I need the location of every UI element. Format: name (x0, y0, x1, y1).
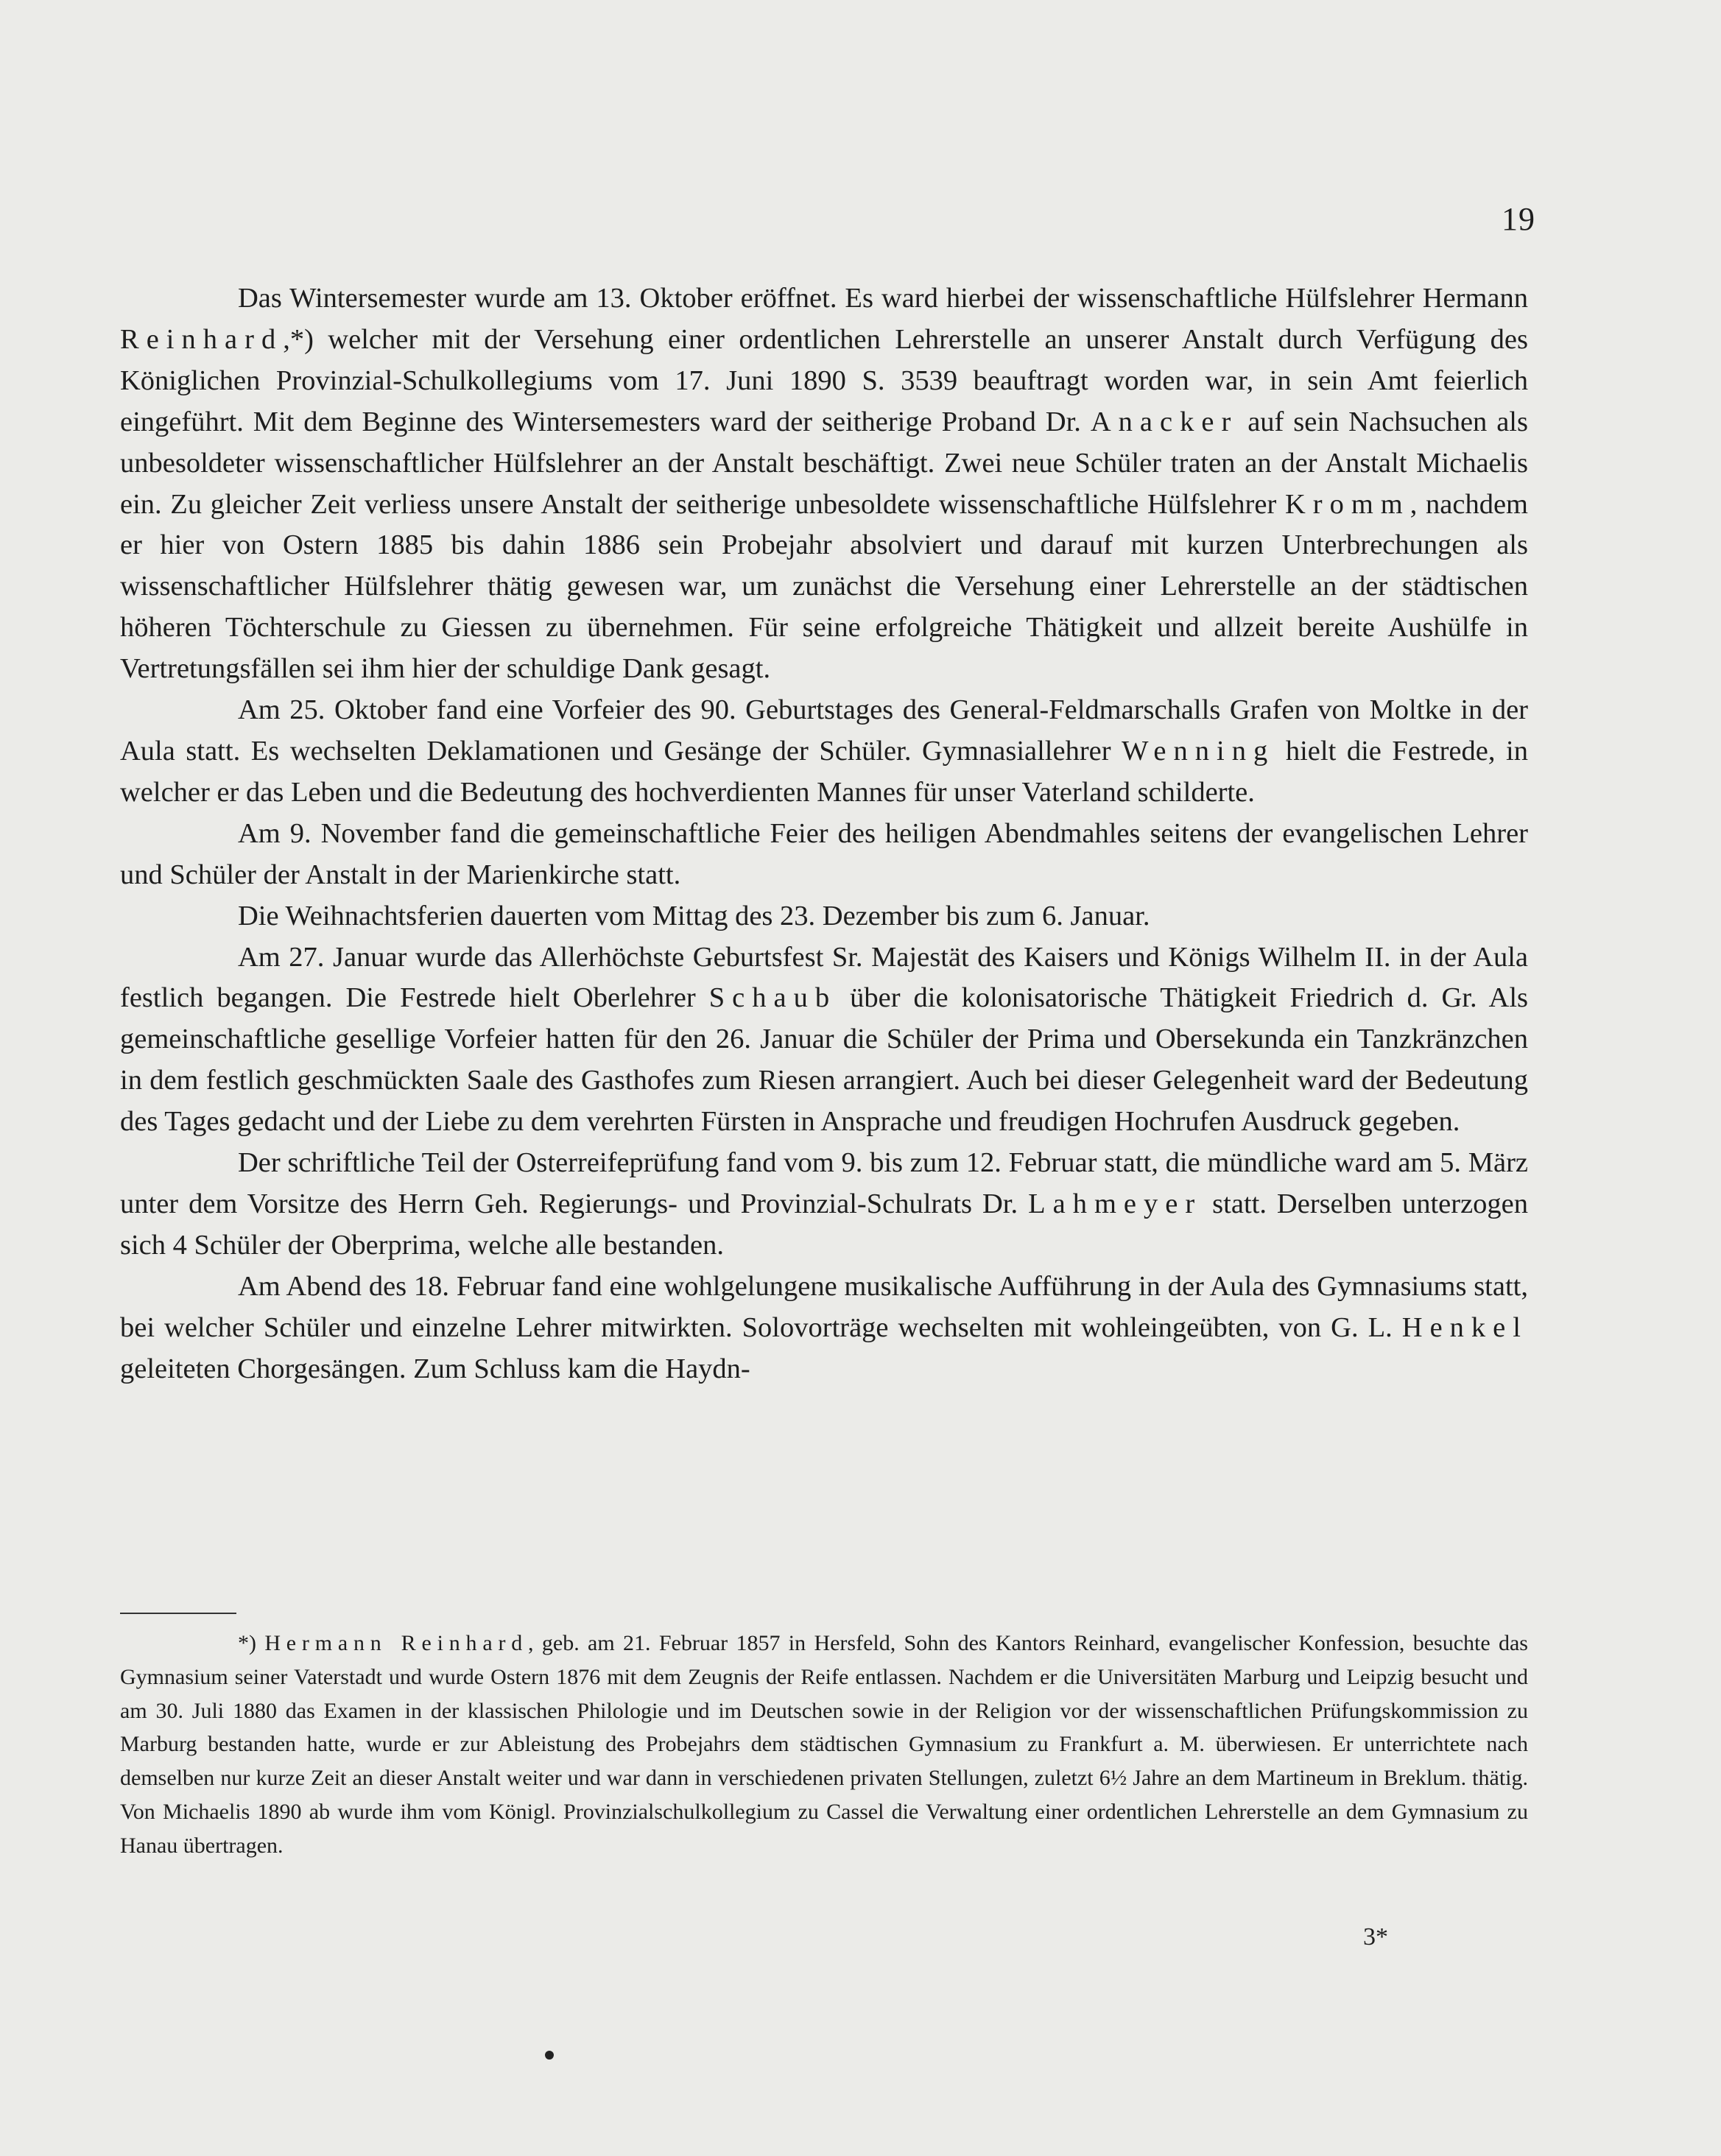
paragraph-text: Am Abend des 18. Februar fand eine wohlgelungene musikalische Aufführung in der Aula des Gymnasiums statt, bei welcher Schüler und einzelne Lehrer mitwirkten. Solovorträge wechselten mit wohleingeübten, von G. L. (120, 1270, 1528, 1343)
paragraph-text: auf sein Nachsuchen als unbesoldeter wissenschaftlicher Hülfslehrer an der Anstalt beschäftigt. Zwei neue Schüler traten an der Anstalt Michaelis ein. Zu gleicher Zeit verliess unsere Anstalt der seitherige unbesoldete wissenschaftliche Hülfslehrer (120, 406, 1528, 520)
footnote-text: *) (238, 1631, 265, 1655)
footnote-text: , geb. am 21. Februar 1857 in Hersfeld, Sohn des Kantors Reinhard, evangelischer Konfession, besuchte das Gymnasium seiner Vaterstadt und wurde Ostern 1876 mit dem Zeugnis der Reife entlassen. Nachdem er die Universitäten Marburg und Leipzig besucht und am 30. Juli 1880 das Examen in der klassischen Philologie und im Deutschen sowie in der Religion vor der wissenschaftlichen Prüfungskommission zu Marburg bestanden hatte, wurde er zur Ableistung des Probejahrs dem städtischen Gymnasium zu Frankfurt a. M. überwiesen. Er unterrichtete nach demselben nur kurze Zeit an dieser Anstalt weiter und war dann in verschiedenen privaten Stellungen, zuletzt 6½ Jahre an dem Martineum in Breklum. thätig. Von Michaelis 1890 ab wurde ihm vom Königl. Provinzialschulkollegium zu Cassel die Verwaltung einer ordentlichen Lehrerstelle an dem Gymnasium zu Hanau übertragen. (120, 1631, 1528, 1858)
footnote-divider (120, 1613, 236, 1614)
spaced-name: Wenning (1122, 735, 1275, 767)
paragraph-text: ,*) welcher mit der Versehung einer ordentlichen Lehrerstelle an unserer Anstalt durch Verfügung des Königlichen Provinzial-Schulkollegiums vom 17. Juni 1890 S. 3539 beauftragt worden war, in sein Amt feierlich eingeführt. Mit dem Beginne des Wintersemesters ward der seitherige Proband Dr. (120, 323, 1528, 437)
paragraph (120, 1267, 1528, 1390)
paragraph-text: Der schriftliche Teil der Osterreifeprüfung fand vom 9. bis zum 12. Februar statt, die mündliche ward am 5. März unter dem Vorsitze des Herrn Geh. Regierungs- und Provinzial-Schulrats Dr. (120, 1147, 1528, 1219)
signature-mark: 3* (1363, 1923, 1388, 1951)
paragraph (120, 937, 1528, 1144)
body-text (120, 278, 1528, 1389)
paragraph (120, 814, 1528, 896)
footnote (120, 1627, 1528, 1863)
paragraph (120, 278, 1528, 690)
paragraph-text: geleiteten Chorgesängen. Zum Schluss kam die Haydn- (120, 1353, 750, 1384)
spaced-name: Lahmeyer (1028, 1188, 1203, 1219)
footnotes (120, 1627, 1528, 1863)
paragraph-text: Am 9. November fand die gemeinschaftliche Feier des heiligen Abendmahles seitens der evangelischen Lehrer und Schüler der Anstalt in der Marienkirche statt. (120, 817, 1528, 890)
spaced-name: Reinhard (120, 323, 284, 355)
spaced-name: Schaub (708, 982, 837, 1014)
paragraph (120, 896, 1528, 937)
paragraph-text: Das Wintersemester wurde am 13. Oktober eröffnet. Es ward hierbei der wissenschaftliche Hülfslehrer Hermann (238, 283, 1528, 314)
page-number: 19 (1502, 201, 1535, 237)
spaced-name: Hermann Reinhard (264, 1631, 529, 1655)
paragraph-text: Am 25. Oktober fand eine Vorfeier des 90. Geburtstages des General-Feldmarschalls Grafen von Moltke in der Aula statt. Es wechselten Deklamationen und Gesänge der Schüler. Gymnasiallehrer (120, 694, 1528, 767)
paragraph-text: hielt die Festrede, in welcher er das Leben und die Bedeutung des hochverdienten Mannes für unser Vaterland schilderte. (120, 735, 1528, 808)
printer-dot (545, 2051, 554, 2060)
paragraph-text: über die kolonisatorische Thätigkeit Friedrich d. Gr. Als gemeinschaftliche gesellige Vorfeier hatten für den 26. Januar die Schüler der Prima und Obersekunda ein Tanzkränzchen in dem festlich geschmückten Saale des Gasthofes zum Riesen arrangiert. Auch bei dieser Gelegenheit ward der Bedeutung des Tages gedacht und der Liebe zu dem verehrten Fürsten in Ansprache und freudigen Hochrufen Ausdruck gegeben. (120, 982, 1528, 1138)
spaced-name: Henkel (1401, 1311, 1528, 1343)
paragraph-text: Die Weihnachtsferien dauerten vom Mittag des 23. Dezember bis zum 6. Januar. (238, 900, 1150, 931)
paragraph-text: statt. Derselben unterzogen sich 4 Schüler der Oberprima, welche alle bestanden. (120, 1188, 1528, 1261)
paragraph-text: Am 27. Januar wurde das Allerhöchste Geburtsfest Sr. Majestät des Kaisers und Königs Wilhelm II. in der Aula festlich begangen. Die Festrede hielt Oberlehrer (120, 941, 1528, 1014)
spaced-name: Anacker (1090, 406, 1239, 437)
paragraph-text: , nachdem er hier von Ostern 1885 bis dahin 1886 sein Probejahr absolviert und darauf mit kurzen Unterbrechungen als wissenschaftlicher Hülfslehrer thätig gewesen war, um zunächst die Versehung einer Lehrerstelle an der städtischen höheren Töchterschule zu Giessen zu übernehmen. Für seine erfolgreiche Thätigkeit und allzeit bereite Aushülfe in Vertretungsfällen sei ihm hier der schuldige Dank gesagt. (120, 488, 1528, 685)
paragraph (120, 1143, 1528, 1267)
paragraph (120, 690, 1528, 814)
spaced-name: Kromm (1284, 488, 1410, 520)
